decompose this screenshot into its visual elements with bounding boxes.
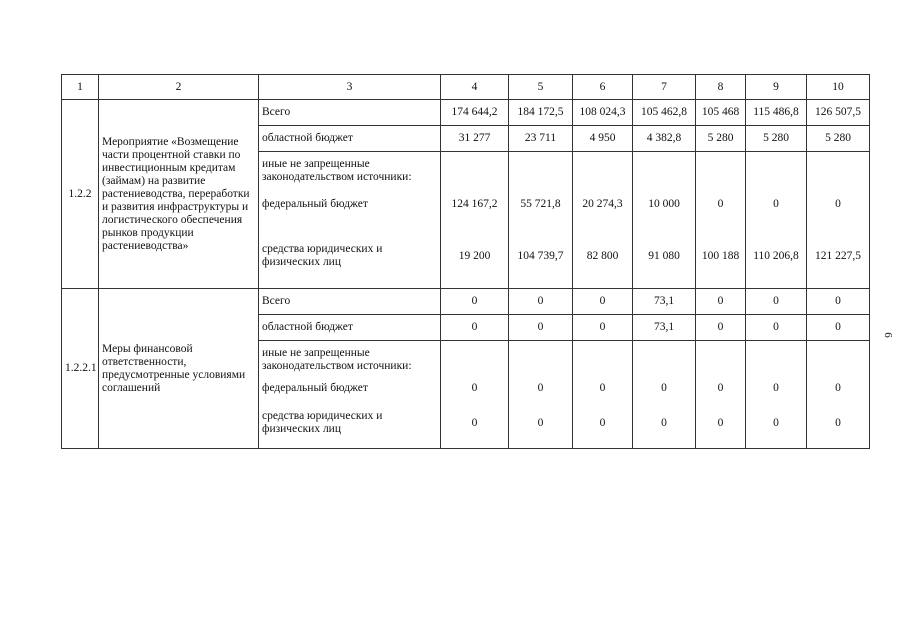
value-cell: 5 280: [696, 126, 746, 152]
value-text: 55 721,8: [520, 198, 561, 210]
value-cell: 174 644,2: [441, 100, 509, 126]
value-cell: [746, 152, 807, 289]
value-text: 0: [471, 417, 478, 429]
table-row: [62, 100, 870, 126]
value-cell: 0: [746, 315, 807, 341]
source-label: федеральный бюджет: [262, 198, 368, 210]
value-cell: 105 462,8: [633, 100, 696, 126]
value-cell: [573, 152, 633, 289]
header-cell: 7: [633, 75, 696, 100]
source-label: областной бюджет: [259, 126, 441, 152]
value-cell: 0: [573, 289, 633, 315]
source-label: средства юридических и физических лиц: [262, 410, 383, 435]
page-number: 6: [881, 332, 894, 338]
header-cell: 3: [259, 75, 441, 100]
value-cell: 0: [509, 315, 573, 341]
value-text: 20 274,3: [582, 198, 623, 210]
value-cell: [696, 341, 746, 449]
value-cell: [807, 152, 870, 289]
value-text: 0: [537, 417, 544, 429]
budget-table: [61, 74, 870, 449]
value-text: 0: [835, 382, 841, 394]
header-row: [62, 75, 870, 100]
source-label: средства юридических и физических лиц: [262, 243, 383, 268]
row-code: 1.2.2.1: [62, 289, 99, 449]
value-cell: [746, 341, 807, 449]
header-cell: 2: [99, 75, 259, 100]
value-text: 91 080: [648, 250, 680, 262]
value-text: 0: [471, 382, 478, 394]
value-text: 0: [661, 417, 667, 429]
header-cell: 10: [807, 75, 870, 100]
value-text: 0: [835, 417, 841, 429]
value-cell: 0: [441, 315, 509, 341]
value-text: 0: [599, 417, 606, 429]
value-text: 0: [717, 198, 724, 210]
value-text: 100 188: [701, 250, 740, 262]
header-cell: 9: [746, 75, 807, 100]
value-text: 19 200: [458, 250, 491, 262]
value-text: 104 739,7: [517, 250, 564, 262]
value-text: 0: [537, 382, 544, 394]
value-cell: 5 280: [807, 126, 870, 152]
value-text: 0: [773, 198, 779, 210]
value-cell: 105 468: [696, 100, 746, 126]
value-cell: [633, 152, 696, 289]
value-cell: 4 382,8: [633, 126, 696, 152]
value-cell: [633, 341, 696, 449]
value-cell: 126 507,5: [807, 100, 870, 126]
source-label: областной бюджет: [259, 315, 441, 341]
header-cell: 8: [696, 75, 746, 100]
header-cell: 1: [62, 75, 99, 100]
header-cell: 5: [509, 75, 573, 100]
value-cell: 0: [807, 289, 870, 315]
value-cell: 184 172,5: [509, 100, 573, 126]
value-text: 0: [717, 382, 724, 394]
source-label: иные не запрещенные законодательством источники:: [262, 347, 412, 372]
source-cell: [259, 341, 441, 449]
value-cell: [509, 152, 573, 289]
value-cell: 108 024,3: [573, 100, 633, 126]
source-label: Всего: [259, 289, 441, 315]
value-cell: 0: [746, 289, 807, 315]
value-cell: [807, 341, 870, 449]
value-cell: 31 277: [441, 126, 509, 152]
value-cell: 0: [573, 315, 633, 341]
row-name: Мероприятие «Возмещение части процентной ставки по инвестиционным кредитам (займам) на развитие растениеводства, переработки и развития инфраструктуры и логистического обеспечения рынков продукции растениеводства»: [99, 100, 259, 289]
value-text: 121 227,5: [815, 250, 861, 262]
header-cell: 4: [441, 75, 509, 100]
value-text: 0: [773, 382, 779, 394]
value-cell: [696, 152, 746, 289]
value-text: 0: [835, 198, 841, 210]
value-cell: 23 711: [509, 126, 573, 152]
header-cell: 6: [573, 75, 633, 100]
source-label: федеральный бюджет: [262, 382, 368, 394]
value-text: 0: [599, 382, 606, 394]
value-cell: [441, 341, 509, 449]
value-text: 82 800: [586, 250, 619, 262]
value-cell: 4 950: [573, 126, 633, 152]
value-cell: 73,1: [633, 315, 696, 341]
value-text: 110 206,8: [753, 250, 799, 262]
value-cell: [573, 341, 633, 449]
value-text: 0: [773, 417, 779, 429]
value-text: 124 167,2: [451, 198, 498, 210]
value-cell: 0: [696, 289, 746, 315]
value-cell: 0: [696, 315, 746, 341]
table-row: [62, 289, 870, 315]
value-cell: 73,1: [633, 289, 696, 315]
value-cell: 0: [509, 289, 573, 315]
value-text: 10 000: [648, 198, 680, 210]
value-cell: 115 486,8: [746, 100, 807, 126]
value-cell: 0: [441, 289, 509, 315]
value-text: 0: [717, 417, 724, 429]
value-cell: 0: [807, 315, 870, 341]
row-code: 1.2.2: [62, 100, 99, 289]
value-cell: 5 280: [746, 126, 807, 152]
row-name: Меры финансовой ответственности, предусмотренные условиями соглашений: [99, 289, 259, 449]
value-text: 0: [661, 382, 667, 394]
source-cell: [259, 152, 441, 289]
value-cell: [441, 152, 509, 289]
source-label: Всего: [259, 100, 441, 126]
source-label: иные не запрещенные законодательством источники:: [262, 158, 412, 183]
value-cell: [509, 341, 573, 449]
